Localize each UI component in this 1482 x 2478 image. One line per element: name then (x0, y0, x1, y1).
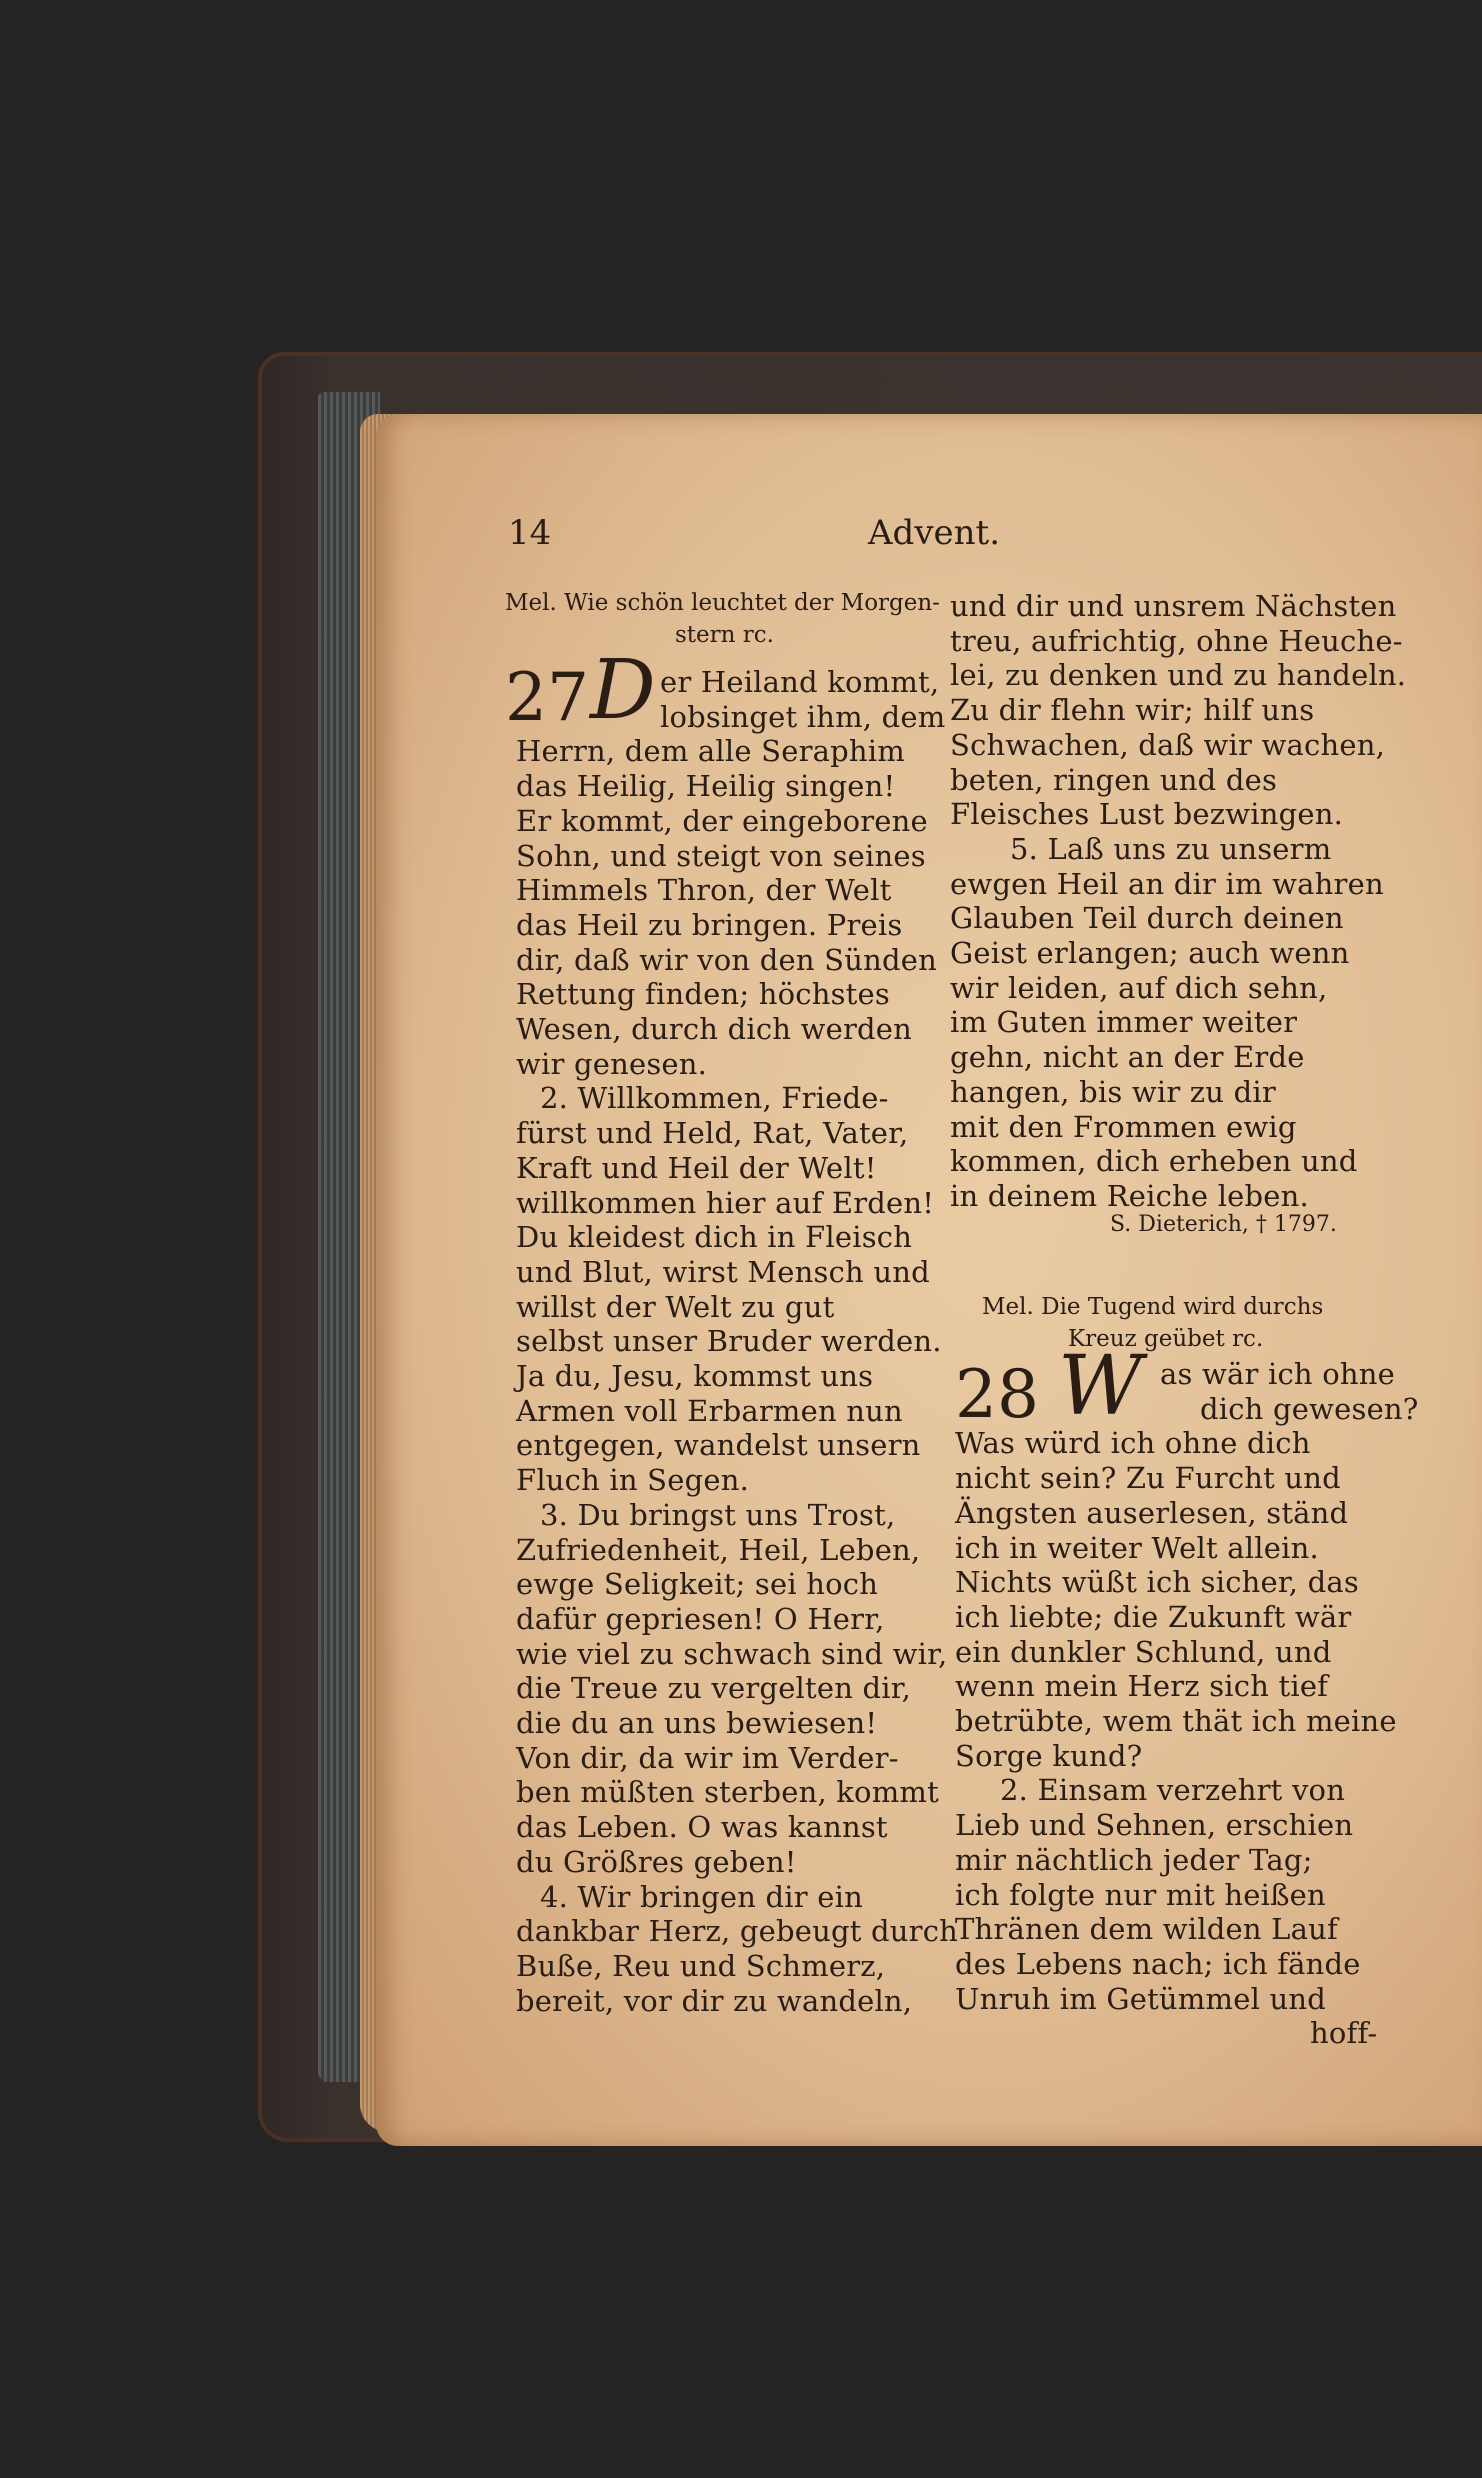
text-line: Zufriedenheit, Heil, Leben, (516, 1532, 921, 1567)
text-line: er Heiland kommt, (660, 665, 940, 699)
text-line: willkommen hier auf Erden! (516, 1185, 935, 1220)
text-line: wie viel zu schwach sind wir, (516, 1636, 948, 1671)
text-line: Von dir, da wir im Verder- (516, 1740, 899, 1775)
hymn28-melody-cont: Kreuz geübet rc. (1068, 1326, 1264, 1352)
text-line: ein dunkler Schlund, und (955, 1634, 1332, 1669)
text-line: beten, ringen und des (950, 762, 1278, 797)
text-line: Rettung finden; höchstes (516, 977, 890, 1012)
hymn27-melody: Mel. Wie schön leuchtet der Morgen- (505, 590, 940, 616)
text-line: bereit, vor dir zu wandeln, (516, 1983, 913, 2018)
text-line: Ängsten auserlesen, ständ (955, 1495, 1349, 1530)
text-line: Thränen dem wilden Lauf (955, 1912, 1338, 1947)
text-line: die du an uns bewiesen! (516, 1706, 878, 1740)
running-head: Advent. (868, 513, 1001, 553)
text-line: ben müßten sterben, kommt (516, 1775, 939, 1810)
text-line: Lieb und Sehnen, erschien (955, 1808, 1354, 1843)
hymn28-melody: Mel. Die Tugend wird durchs (982, 1294, 1324, 1320)
text-line: betrübte, wem thät ich meine (955, 1704, 1397, 1738)
text-line: Du kleidest dich in Fleisch (516, 1220, 913, 1255)
text-line: gehn, nicht an der Erde (950, 1040, 1305, 1075)
text-line: Glauben Teil durch deinen (950, 901, 1344, 936)
text-line: dafür gepriesen! O Herr, (516, 1601, 885, 1636)
hymn27-attribution: S. Dieterich, † 1797. (1110, 1212, 1337, 1237)
text-line: Was würd ich ohne dich (955, 1426, 1311, 1461)
text-line: Wesen, durch dich werden (516, 1012, 913, 1046)
text-line: entgegen, wandelst unsern (516, 1428, 921, 1463)
text-line: ewgen Heil an dir im wahren (950, 866, 1384, 901)
text-line: Buße, Reu und Schmerz, (516, 1948, 886, 1983)
hymn28-number: 28 (955, 1356, 1039, 1433)
text-line: mit den Frommen ewig (950, 1109, 1297, 1144)
text-line: ich folgte nur mit heißen (955, 1877, 1326, 1912)
text-line: des Lebens nach; ich fände (955, 1946, 1361, 1981)
text-line: du Größres geben! (516, 1844, 797, 1879)
text-line: wir genesen. (516, 1046, 708, 1081)
text-line: nicht sein? Zu Furcht und (955, 1461, 1341, 1496)
text-line: as wär ich ohne (1160, 1357, 1395, 1391)
text-line: und Blut, wirst Mensch und (516, 1254, 930, 1289)
text-line: Himmels Thron, der Welt (516, 873, 892, 908)
page-number: 14 (508, 513, 552, 553)
text-line: dankbar Herz, gebeugt durch (516, 1914, 959, 1949)
text-line: Nichts wüßt ich sicher, das (955, 1565, 1359, 1600)
text-line: Fleisches Lust bezwingen. (950, 797, 1343, 832)
text-line: das Leben. O was kannst (516, 1810, 888, 1845)
text-line: treu, aufrichtig, ohne Heuche- (950, 623, 1403, 658)
text-line: hangen, bis wir zu dir (950, 1074, 1276, 1109)
text-line: 2. Willkommen, Friede- (540, 1081, 889, 1116)
text-line: Armen voll Erbarmen nun (516, 1393, 903, 1428)
text-line: die Treue zu vergelten dir, (516, 1671, 912, 1706)
text-line: hoff- (1310, 2016, 1378, 2051)
hymn28-initial: W (1058, 1339, 1143, 1434)
text-line: ich in weiter Welt allein. (955, 1530, 1319, 1565)
text-line: ich liebte; die Zukunft wär (955, 1599, 1352, 1634)
text-line: willst der Welt zu gut (516, 1289, 835, 1324)
text-line: kommen, dich erheben und (950, 1144, 1358, 1179)
hymn27-number: 27 (505, 659, 589, 736)
text-line: wenn mein Herz sich tief (955, 1669, 1329, 1704)
text-line: mir nächtlich jeder Tag; (955, 1842, 1313, 1877)
hymn27-melody-cont: stern rc. (675, 622, 774, 648)
text-line: das Heilig, Heilig singen! (516, 769, 896, 804)
text-line: dir, daß wir von den Sünden (516, 942, 937, 977)
text-line: dich gewesen? (1200, 1391, 1419, 1426)
text-line: ewge Seligkeit; sei hoch (516, 1567, 879, 1602)
text-line: und dir und unsrem Nächsten (950, 589, 1397, 623)
text-line: Ja du, Jesu, kommst uns (516, 1359, 874, 1393)
text-line: selbst unser Bruder werden. (516, 1324, 942, 1359)
text-line: fürst und Held, Rat, Vater, (516, 1116, 909, 1151)
text-line: Zu dir flehn wir; hilf uns (950, 693, 1315, 728)
text-line: in deinem Reiche leben. (950, 1178, 1309, 1213)
text-line: Geist erlangen; auch wenn (950, 936, 1350, 970)
text-line: Herrn, dem alle Seraphim (516, 734, 905, 769)
hymn27-initial: D (590, 643, 656, 738)
text-line: Er kommt, der eingeborene (516, 803, 928, 838)
text-line: 3. Du bringst uns Trost, (540, 1497, 896, 1532)
text-line: Sohn, und steigt von seines (516, 838, 926, 873)
text-line: Kraft und Heil der Welt! (516, 1150, 877, 1185)
text-line: wir leiden, auf dich sehn, (950, 970, 1328, 1005)
text-line: das Heil zu bringen. Preis (516, 907, 903, 942)
text-line: lei, zu denken und zu handeln. (950, 658, 1407, 693)
text-line: Fluch in Segen. (516, 1463, 750, 1498)
text-line: lobsinget ihm, dem (660, 699, 946, 734)
text-line: 2. Einsam verzehrt von (1000, 1773, 1346, 1808)
text-line: im Guten immer weiter (950, 1005, 1298, 1040)
text-line: Sorge kund? (955, 1738, 1143, 1773)
text-line: Unruh im Getümmel und (955, 1981, 1326, 2016)
text-line: Schwachen, daß wir wachen, (950, 727, 1386, 762)
text-line: 4. Wir bringen dir ein (540, 1879, 863, 1914)
text-line: 5. Laß uns zu unserm (1010, 831, 1332, 866)
